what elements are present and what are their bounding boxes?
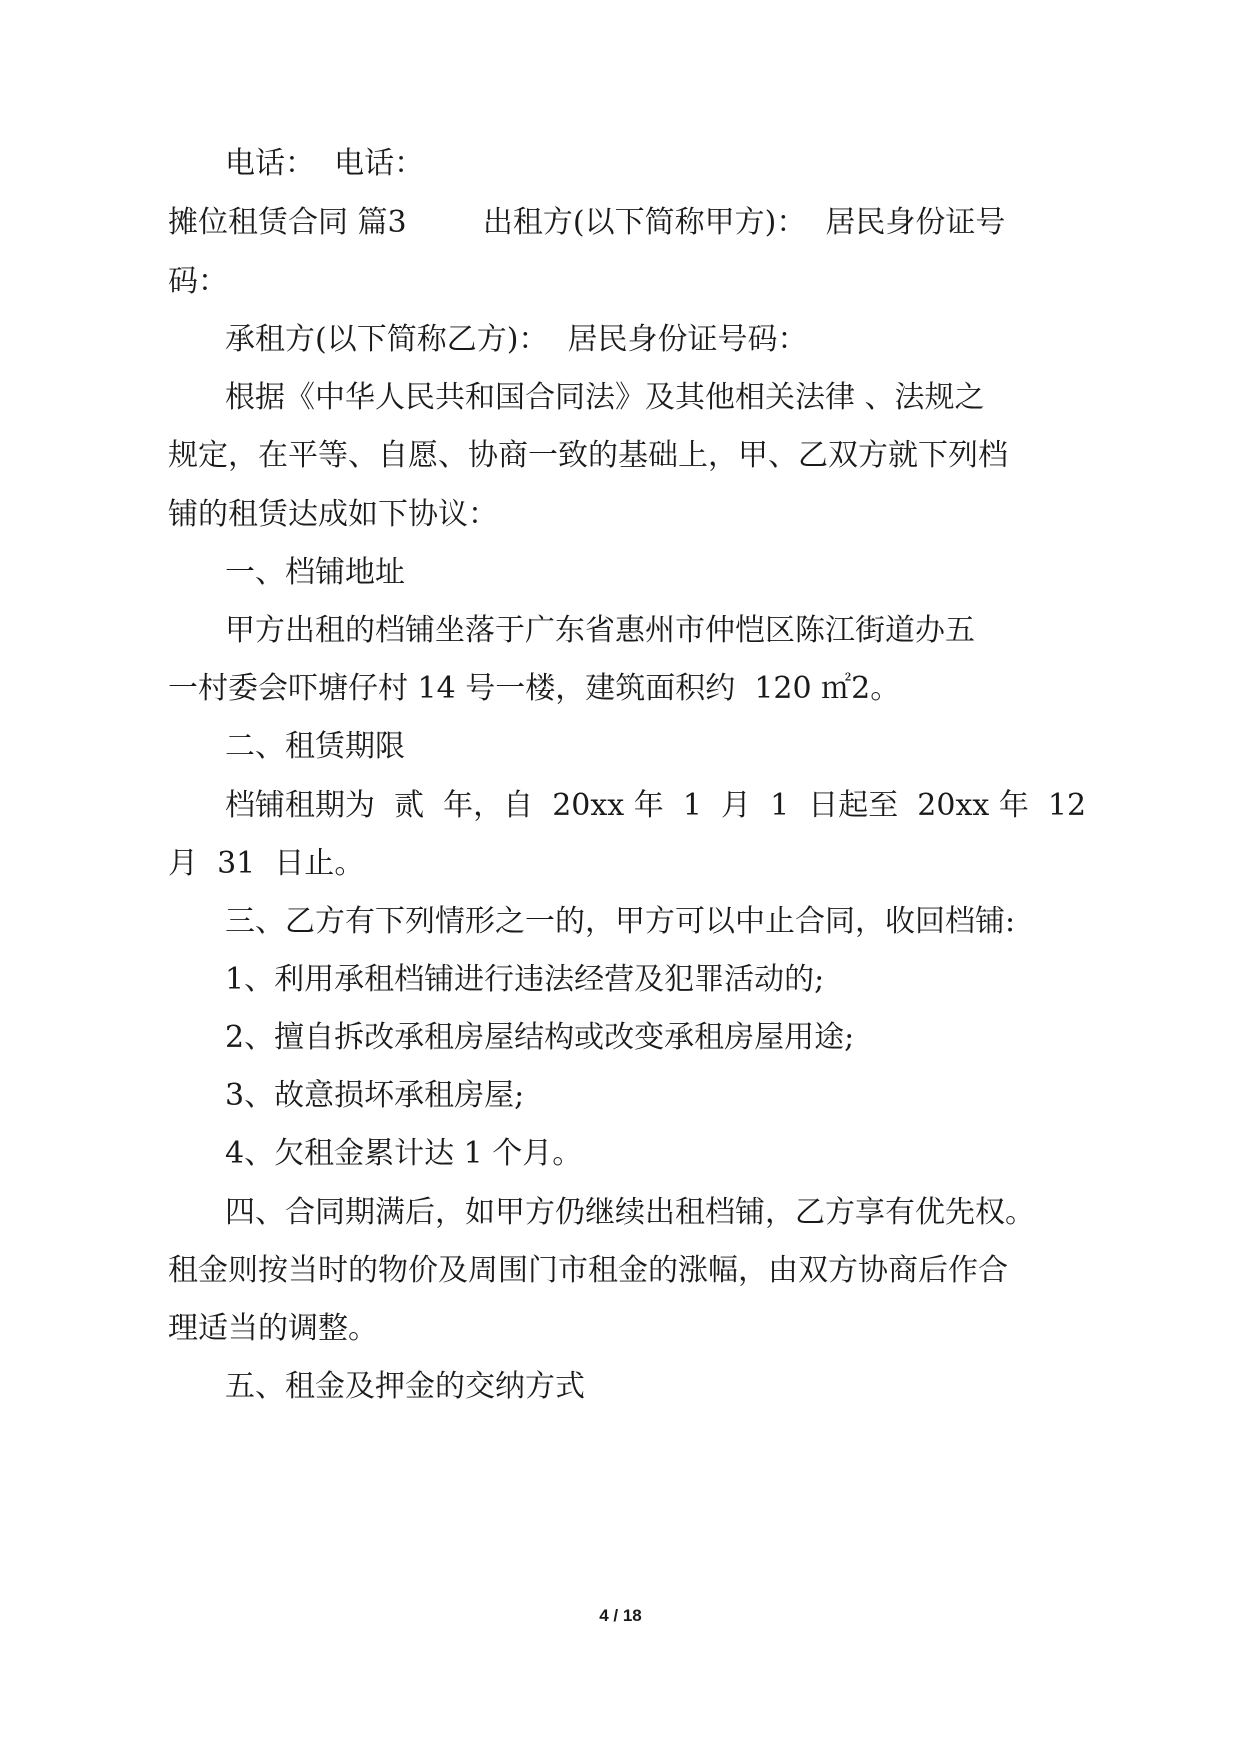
section-heading: 一、档铺地址 [225,555,405,590]
section-heading: 三、乙方有下列情形之一的，甲方可以中止合同，收回档铺: [225,904,1016,939]
page-number: 4 / 18 [599,1606,642,1625]
text-line: 租金则按当时的物价及周围门市租金的涨幅，由双方协商后作合 [168,1253,1008,1288]
text-line: 铺的租赁达成如下协议： [168,497,498,532]
list-item: 1、利用承租档铺进行违法经营及犯罪活动的; [225,962,825,997]
text-line: 规定，在平等、自愿、协商一致的基础上，甲、乙双方就下列档 [168,438,1008,473]
text-line: 根据《中华人民共和国合同法》及其他相关法律 、法规之 [225,380,985,415]
text-line: 一村委会吓塘仔村 14 号一楼，建筑面积约 120 ㎡2。 [168,671,901,706]
text-line: 档铺租期为 贰 年，自 20xx 年 1 月 1 日起至 20xx 年 12 [225,788,1087,823]
text-line: 承租方(以下简称乙方)： 居民身份证号码： [225,322,808,357]
text-line: 四、合同期满后，如甲方仍继续出租档铺，乙方享有优先权。 [225,1195,1035,1230]
text-line: 甲方出租的档铺坐落于广东省惠州市仲恺区陈江街道办五 [225,613,975,648]
section-heading: 五、租金及押金的交纳方式 [225,1369,585,1404]
text-line: 摊位租赁合同 篇3 出租方(以下简称甲方)： 居民身份证号 [168,205,1006,240]
list-item: 3、故意损坏承租房屋; [225,1078,525,1113]
text-line: 月 31 日止。 [168,846,365,881]
text-line: 电话： 电话： [225,146,425,181]
section-heading: 二、租赁期限 [225,729,405,764]
text-line: 码： [168,264,228,299]
list-item: 4、欠租金累计达 1 个月。 [225,1136,583,1171]
text-line: 理适当的调整。 [168,1311,378,1346]
list-item: 2、擅自拆改承租房屋结构或改变承租房屋用途; [225,1020,855,1055]
